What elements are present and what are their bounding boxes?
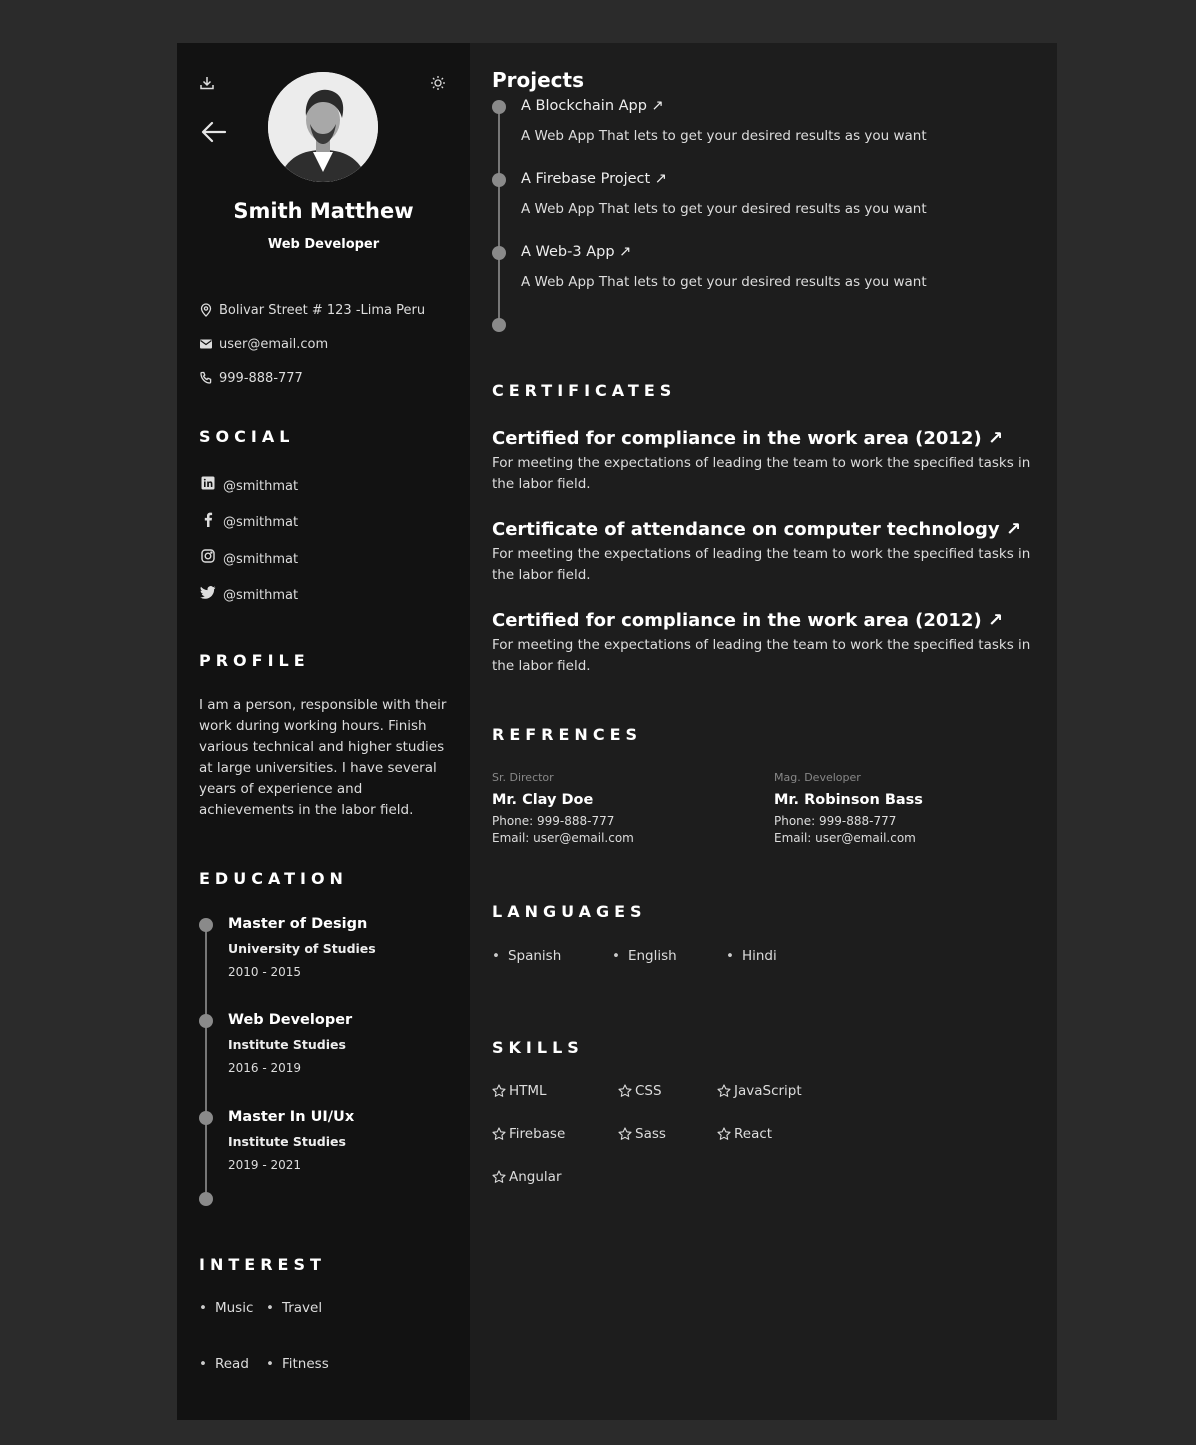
education-item [228,1012,352,1075]
social-item-linkedin[interactable] [199,468,298,505]
skill-label: Angular [509,1169,562,1185]
skills-title: SKILLS [492,1038,584,1057]
arrow-left-icon[interactable] [201,121,227,147]
sun-icon[interactable] [430,75,446,95]
certificate-link[interactable] [492,519,1021,540]
external-link-icon: ↗ [999,519,1022,540]
profile-header [177,43,470,263]
education-years: 2016 - 2019 [228,1061,302,1075]
main-content [470,43,1057,1420]
timeline-line [498,105,500,327]
reference-card [492,771,634,845]
projects-title: Projects [492,68,585,92]
contact-info [199,293,425,395]
reference-name: Mr. Robinson Bass [774,792,923,808]
skill-item [492,1126,565,1142]
linkedin-icon [199,476,217,490]
social-item-facebook[interactable] [199,505,298,542]
education-school: University of Studies [228,941,376,956]
education-degree: Web Developer [228,1012,353,1028]
certificate-name: Certificate of attendance on computer technology [492,519,1000,540]
skill-label: JavaScript [734,1083,802,1099]
timeline-line [205,925,207,1203]
external-link-icon: ↗ [981,610,1004,631]
star-icon [492,1084,506,1098]
timeline-dot [199,1192,213,1206]
timeline-dot [492,246,506,260]
phone-row[interactable] [199,361,425,395]
skill-item [717,1083,802,1099]
reference-email: Email: user@email.com [774,831,916,845]
education-years: 2010 - 2015 [228,965,302,979]
education-title: EDUCATION [199,869,348,888]
instagram-icon [199,549,217,563]
project-link[interactable] [521,244,631,260]
social-handle: @smithmat [223,515,299,531]
skill-label: CSS [635,1083,662,1099]
education-item [228,1109,354,1172]
external-link-icon: ↗ [646,98,664,114]
download-icon[interactable] [199,75,215,95]
education-school: Institute Studies [228,1134,346,1149]
job-title: Web Developer [267,237,380,252]
project-link[interactable] [521,98,664,114]
star-icon [618,1127,632,1141]
external-link-icon: ↗ [981,428,1004,449]
certificate-name: Certified for compliance in the work area (2012) [492,610,982,631]
phone-text: 999-888-777 [219,370,303,386]
certificate-desc: For meeting the expectations of leading the team to work the specified tasks in the labor field. [492,455,1031,492]
project-desc: A Web App That lets to get your desired results as you want [521,274,927,290]
address-text: Bolivar Street # 123 -Lima Peru [219,302,426,318]
social-item-instagram[interactable] [199,541,298,578]
project-link[interactable] [521,171,667,187]
star-icon [618,1084,632,1098]
skill-item [717,1126,772,1142]
reference-role: Mag. Developer [774,771,861,784]
certificate-name: Certified for compliance in the work area (2012) [492,428,982,449]
star-icon [717,1127,731,1141]
star-icon [492,1127,506,1141]
project-name: A Firebase Project [521,171,651,187]
reference-role: Sr. Director [492,771,554,784]
facebook-icon [199,512,217,527]
project-desc: A Web App That lets to get your desired results as you want [521,201,927,217]
education-years: 2019 - 2021 [228,1158,302,1172]
social-handle: @smithmat [223,478,299,494]
timeline-dot [492,318,506,332]
timeline-dot [492,173,506,187]
skill-label: Sass [635,1126,666,1142]
interest-item: • Fitness [266,1356,329,1372]
resume-card [177,43,1057,1420]
star-icon [717,1084,731,1098]
timeline-dot [492,100,506,114]
profile-text: I am a person, responsible with their work during working hours. Finish various technical and higher studies at large universities. I have several years of experience and achievements in the labor field. [199,697,447,818]
education-item [228,916,376,979]
certificate-link[interactable] [492,428,1003,449]
social-handle: @smithmat [223,588,299,604]
social-list [199,468,298,614]
interest-title: INTEREST [199,1255,326,1274]
timeline-dot [199,918,213,932]
reference-phone: Phone: 999-888-777 [492,814,615,828]
education-degree: Master In UI/Ux [228,1109,355,1125]
education-school: Institute Studies [228,1037,346,1052]
certificate-desc: For meeting the expectations of leading the team to work the specified tasks in the labor field. [492,546,1031,583]
address-row [199,293,425,327]
certificate-link[interactable] [492,610,1003,631]
mail-icon [199,337,213,351]
language-item: • Spanish [492,948,561,964]
skill-item [492,1083,547,1099]
social-item-twitter[interactable] [199,578,298,615]
language-item: • Hindi [726,948,777,964]
skill-item [492,1169,562,1185]
reference-card [774,771,923,845]
phone-icon [199,371,213,385]
skill-item [618,1126,666,1142]
social-title: SOCIAL [199,427,295,446]
person-name: Smith Matthew [233,199,414,223]
timeline-dot [199,1111,213,1125]
skill-label: React [734,1126,773,1142]
avatar [268,72,378,182]
references-title: REFRENCES [492,725,643,744]
interest-item: • Music [199,1300,253,1316]
language-item: • English [612,948,677,964]
email-text: user@email.com [219,336,329,352]
languages-title: LANGUAGES [492,902,647,921]
interest-item: • Travel [266,1300,322,1316]
social-handle: @smithmat [223,551,299,567]
certificates-title: CERTIFICATES [492,381,677,400]
education-degree: Master of Design [228,916,368,932]
skill-label: HTML [509,1083,547,1099]
profile-title: PROFILE [199,651,310,670]
interest-item: • Read [199,1356,249,1372]
reference-name: Mr. Clay Doe [492,792,594,808]
twitter-icon [199,586,217,599]
location-pin-icon [199,303,213,317]
star-icon [492,1170,506,1184]
project-desc: A Web App That lets to get your desired results as you want [521,128,927,144]
project-name: A Blockchain App [521,98,647,114]
skill-label: Firebase [509,1126,566,1142]
email-row[interactable] [199,327,425,361]
timeline-dot [199,1014,213,1028]
skill-item [618,1083,662,1099]
reference-phone: Phone: 999-888-777 [774,814,897,828]
sidebar [177,43,470,1420]
project-name: A Web-3 App [521,244,615,260]
external-link-icon: ↗ [614,244,632,260]
certificate-desc: For meeting the expectations of leading the team to work the specified tasks in the labor field. [492,637,1031,674]
external-link-icon: ↗ [650,171,667,187]
reference-email: Email: user@email.com [492,831,634,845]
